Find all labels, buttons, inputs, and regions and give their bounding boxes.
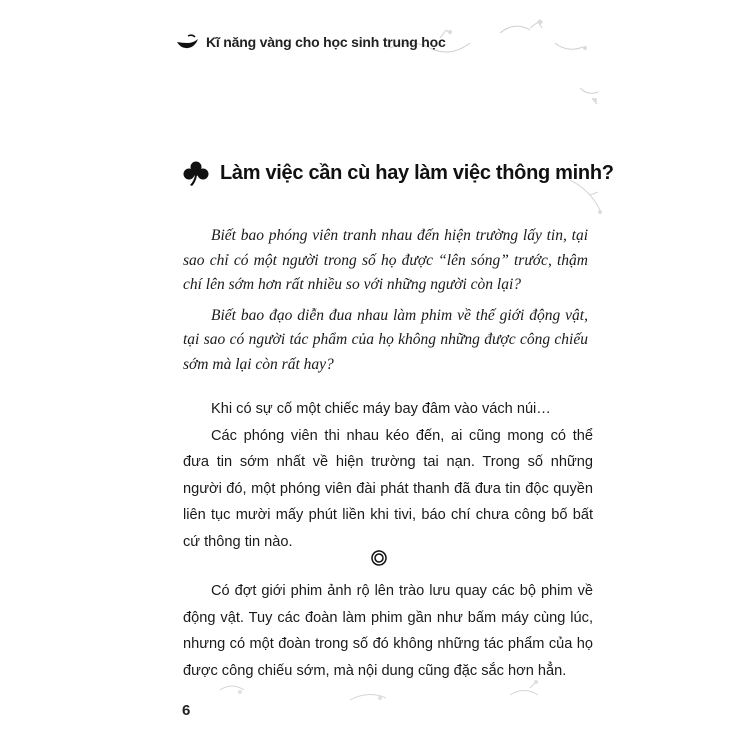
- section-title: Làm việc cần cù hay làm việc thông minh?: [220, 161, 614, 184]
- body-paragraph: Các phóng viên thi nhau kéo đến, ai cũng mong có thể đưa tin sớm nhất về hiện trường tai nạn. Trong số những người đó, một phóng viên đài phát thanh đã đưa tin độc quyền liên tục mười mấy phút liền khi tivi, báo chí chưa công bố bất cứ thông tin nào.: [183, 427, 593, 550]
- section-heading: [182, 160, 614, 186]
- page-number: 6: [182, 702, 191, 719]
- leaf-swirl-icon: [176, 34, 200, 50]
- intro-paragraph: Biết bao đạo diễn đua nhau làm phim về thế giới động vật, tại sao có người tác phẩm của họ không những được công chiếu sớm mà lại còn rất hay?: [183, 306, 588, 373]
- ring-divider-icon: [371, 550, 387, 566]
- floral-decoration-icon: [380, 8, 610, 118]
- intro-paragraph: Biết bao phóng viên tranh nhau đến hiện trường lấy tin, tại sao chỉ có một người trong số họ được “lên sóng” trước, thậm chí lên sớm hơn rất nhiều so với những người còn lại?: [183, 227, 588, 293]
- clover-icon: [182, 160, 210, 186]
- header-title: Kĩ năng vàng cho học sinh trung học: [206, 34, 446, 50]
- running-header: [176, 34, 446, 50]
- body-paragraph: Khi có sự cố một chiếc máy bay đâm vào vách núi…: [211, 401, 551, 417]
- intro-text: [183, 224, 588, 377]
- body-text: [183, 396, 593, 555]
- body-paragraph: Có đợt giới phim ảnh rộ lên trào lưu quay các bộ phim về động vật. Tuy các đoàn làm phim gần như bấm máy cùng lúc, nhưng có một đoàn trong số đó không những tác phẩm của họ được công chiếu sớm, mà nội dung cũng đặc sắc hơn hẳn.: [183, 583, 593, 679]
- body-text-2: [183, 578, 593, 684]
